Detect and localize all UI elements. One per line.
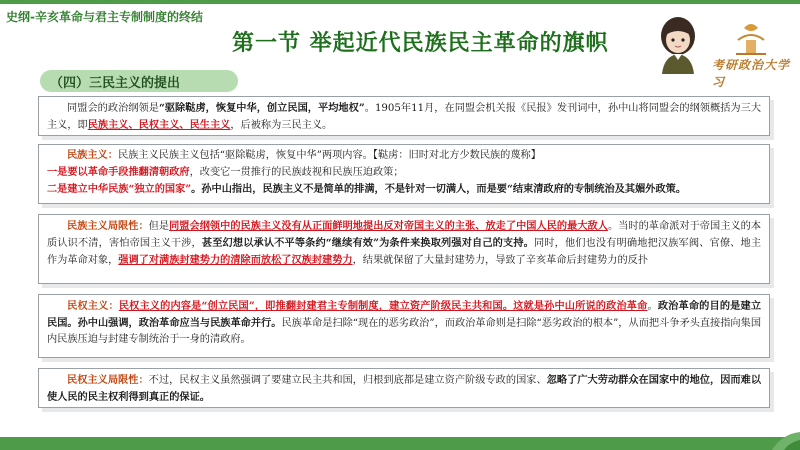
democracy-box — [38, 294, 770, 358]
limitation-text: ，结果就保留了大量封建势力，导致了辛亥革命后封建势力的反扑 — [352, 255, 649, 266]
platform-slogan: “驱除鞑虏，恢复中华，创立民国，平均地权” — [158, 102, 365, 114]
nationalism-text: ，改变它一贯推行的民族歧视和民族压迫政策； — [189, 167, 404, 178]
bottom-accent-bar — [0, 437, 800, 450]
section-title: （四）三民主义的提出 — [50, 76, 181, 91]
nationalism-text: 。孙中山指出，民族主义不是简单的排满，不是针对一切满人，而是要“结束清政府的专制统治及其媚外政策。 — [191, 183, 687, 195]
nationalism-limitation-box — [38, 214, 770, 284]
top-accent-bar — [0, 0, 800, 4]
democracy-term: 民权主义： — [67, 301, 119, 312]
democracy-emphasis: 民权主义的内容是“创立民国”，即推翻封建君主专制制度，建立资产阶级民主共和国。这就是孙中山所说的政治革命 — [118, 300, 648, 312]
intro-text: 同盟会的政治纲领是 — [67, 103, 159, 114]
page-title: 第一节 举起近代民族民主革命的旗帜 — [232, 31, 609, 56]
democracy-bold: 政治革命的目的是建立民国。孙中山强调，政治革命应当与民族革命并行。 — [47, 300, 762, 329]
nationalism-point-two: 二是建立中华民族“独立的国家” — [47, 183, 192, 195]
nationalism-point-one: 一是要以革命手段推翻清朝政府 — [47, 166, 190, 178]
limitation-bold: 甚至幻想以承认不平等条约“继续有效”为条件来换取列强对自己的支持。 — [201, 237, 534, 249]
limitation-text: 。当时的革命派对于帝国主义的本质认识不清，害怕帝国主义干涉， — [47, 221, 762, 249]
intro-box — [38, 96, 770, 136]
limitation-text: 但是 — [148, 221, 170, 232]
nationalism-box — [38, 144, 770, 204]
nationalism-term: 民族主义： — [67, 150, 118, 161]
democracy-text: 民族革命是扫除“现在的恶劣政治”，而政治革命则是扫除“恶劣政治的根本”，从而把斗争矛头直接指向集国内民族压迫与封建专制统治于一身的清政府。 — [47, 318, 762, 345]
democracy-limitation-box — [38, 368, 770, 408]
three-principles: 民族主义、民权主义、民生主义 — [87, 119, 231, 131]
intro-text: ，后被称为三民主义。 — [230, 120, 333, 131]
limitation-emphasis: 同盟会纲领中的民族主义没有从正面鲜明地提出反对帝国主义的主张、放走了中国人民的最大敌人 — [169, 220, 608, 232]
democracy-text: 。 — [647, 301, 658, 312]
avatar — [652, 14, 704, 74]
chapter-tag: 史纲-辛亥革命与君主专制制度的终结 — [6, 10, 203, 24]
nationalism-text: 民族主义民族主义包括“驱除鞑虏，恢复中华”两项内容。【鞑虏：旧时对北方少数民族的蔑称】 — [117, 150, 541, 161]
intro-text: 。1905年11月，在同盟会机关报《民报》发刊词中，孙中山将同盟会的纲领概括为三大主义，即 — [47, 103, 762, 131]
limitation-emphasis: 强调了对满族封建势力的清除而放松了汉族封建势力 — [118, 254, 353, 266]
democracy-limitation-bold: 忽略了广大劳动群众在国家中的地位，因而难以使人民的民主权利得到真正的保证。 — [47, 374, 762, 403]
limitation-text: 同时，他们也没有明确地把汉族军阀、官僚、地主作为革命对象， — [47, 238, 762, 266]
corner-leaf-icon — [754, 428, 800, 450]
nationalism-limitation-term: 民族主义局限性： — [67, 221, 149, 232]
democracy-limitation-text: 不过，民权主义虽然强调了要建立民主共和国，归根到底都是建立资产阶级专政的国家、 — [148, 375, 547, 386]
democracy-limitation-term: 民权主义局限性： — [67, 375, 149, 386]
brand-logo-text: 考研政治大学习 — [712, 58, 791, 89]
